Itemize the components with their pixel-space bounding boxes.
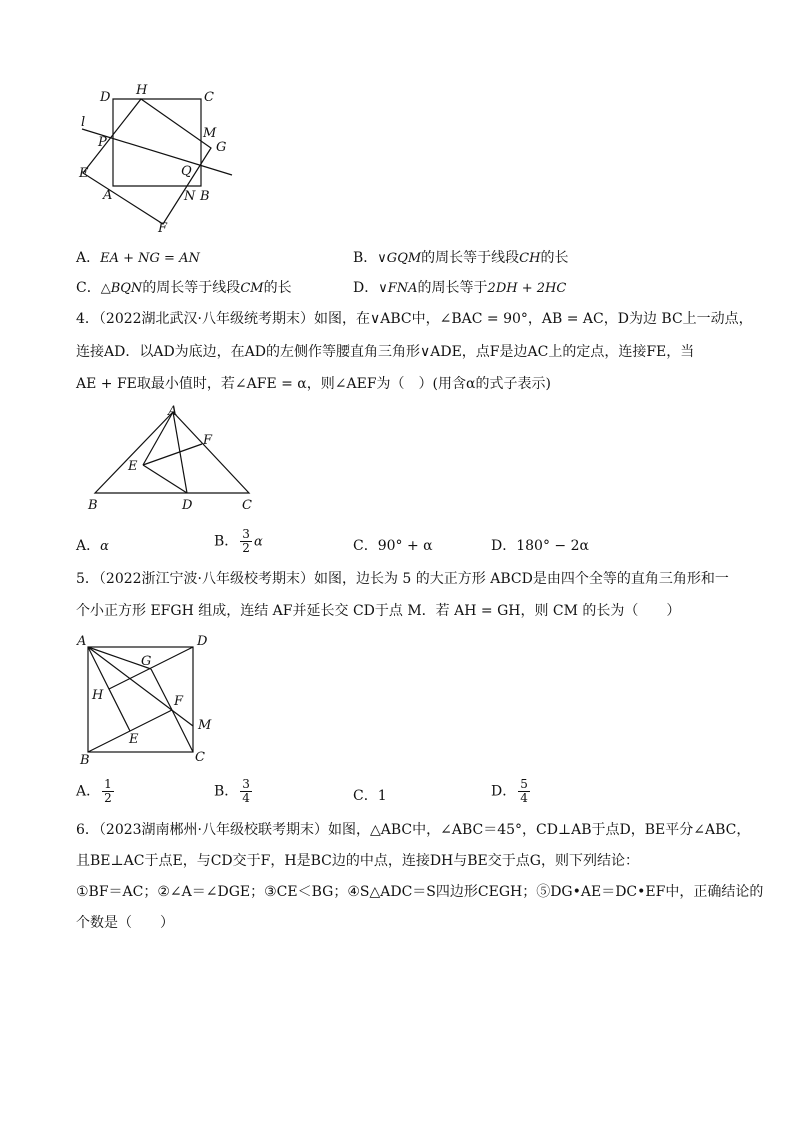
q5-option-d-fraction	[518, 778, 530, 805]
q3-label-G: G	[216, 140, 227, 155]
q5-figure	[76, 630, 216, 770]
q3-label-B: B	[200, 189, 210, 204]
q4-option-b	[214, 528, 263, 555]
q3-option-c-letter: C．	[76, 280, 101, 296]
q4-option-b-letter: B．	[214, 533, 239, 550]
q5-label-H: H	[92, 688, 104, 703]
q5-option-b-den: 4	[242, 791, 250, 805]
q4-figure	[80, 402, 265, 517]
q5-segment-fc	[172, 710, 193, 752]
q3-option-b-tail: 的长	[540, 250, 569, 266]
q6-stem-line4: 个数是（ ）	[76, 915, 174, 931]
q3-option-d-math: ∨FNA	[378, 281, 418, 296]
q5-option-b-num: 3	[242, 777, 250, 791]
q5-option-b	[214, 778, 254, 805]
q5-label-B: B	[80, 753, 90, 768]
q4-label-E: E	[128, 459, 138, 474]
q4-label-D: D	[182, 498, 193, 513]
q5-label-M: M	[198, 718, 212, 733]
q4-label-B: B	[88, 498, 98, 513]
q3-label-C: C	[204, 90, 214, 105]
q3-option-b-text: 的周长等于线段	[421, 250, 520, 266]
q3-option-b-math2: CH	[519, 251, 541, 266]
q4-label-A: A	[168, 404, 178, 419]
q5-label-G: G	[141, 654, 152, 669]
q3-label-D: D	[100, 90, 111, 105]
q4-option-a	[76, 536, 109, 557]
q6-stem-line2: 且BE⊥AC于点E，与CD交于F，H是BC边的中点，连接DH与BE交于点G，则下列结论：	[76, 853, 639, 869]
q5-option-a-letter: A．	[76, 783, 101, 800]
q5-label-F: F	[174, 694, 184, 709]
q4-option-d	[491, 536, 589, 556]
q4-label-C: C	[242, 498, 252, 513]
q5-segment-gf	[151, 669, 172, 710]
q3-option-d	[353, 278, 566, 299]
q6-stem-line1: 6．（2023湖南郴州·八年级校联考期末）如图，△ABC中，∠ABC＝45°，CD⊥AB于点D，BE平分∠ABC，	[76, 822, 751, 838]
q3-option-a	[76, 248, 200, 269]
q3-label-l: l	[81, 115, 86, 130]
q3-option-b	[353, 248, 568, 269]
q5-stem-line1: 5．（2022浙江宁波·八年级校考期末）如图，边长为 5 的大正方形 ABCD是由四个全等的直角三角形和一	[76, 571, 729, 587]
q5-option-a-fraction	[102, 778, 114, 805]
q6-stem-line3: ①BF＝AC；②∠A＝∠DGE；③CE＜BG；④S△ADC＝S四边形CEGH；⑤DG•AE＝DC•EF中，正确结论的	[76, 884, 764, 900]
q5-label-C: C	[195, 750, 205, 765]
q4-label-F: F	[203, 433, 213, 448]
q4-option-c-value: 90° + α	[377, 538, 433, 554]
q3-label-H: H	[136, 83, 148, 98]
q4-option-b-var: α	[253, 534, 263, 550]
q5-option-c-letter: C．	[353, 788, 378, 804]
q5-label-D: D	[197, 634, 208, 649]
q5-option-a-num: 1	[104, 777, 112, 791]
q3-label-A: A	[103, 188, 113, 203]
q5-option-c	[353, 786, 387, 806]
q4-option-a-value: α	[100, 539, 109, 554]
q3-option-b-math: ∨GQM	[377, 251, 422, 266]
q4-stem-line2: 连接AD．以AD为底边，在AD的左侧作等腰直角三角形∨ADE，点F是边AC上的定点，连接FE，当	[76, 344, 695, 360]
q5-option-a-den: 2	[104, 791, 112, 805]
q5-label-A: A	[77, 634, 87, 649]
q3-label-M: M	[203, 126, 217, 141]
q3-option-a-math: EA + NG = AN	[100, 251, 200, 266]
q4-option-c	[353, 536, 433, 556]
q3-figure	[70, 78, 250, 238]
q3-option-c-math2: CM	[240, 281, 264, 296]
q3-option-c-text: 的周长等于线段	[142, 280, 241, 296]
q4-option-b-fraction	[240, 528, 252, 555]
q4-segment-ef	[143, 444, 202, 465]
q4-stem-line3: AE + FE取最小值时，若∠AFE = α，则∠AEF为（ ）(用含α的式子表示)	[76, 376, 551, 392]
q5-option-d-num: 5	[520, 777, 528, 791]
q3-label-Q: Q	[181, 164, 192, 179]
q4-option-d-value: 180° − 2α	[516, 538, 589, 554]
q4-option-c-letter: C．	[353, 538, 378, 554]
q5-option-d	[491, 778, 532, 805]
q3-square-hgfe	[83, 99, 211, 224]
q4-option-b-den: 2	[242, 541, 250, 555]
q5-option-b-letter: B．	[214, 783, 239, 800]
q3-option-c-tail: 的长	[263, 280, 292, 296]
q3-option-b-letter: B．	[353, 250, 378, 266]
q5-option-b-fraction	[240, 778, 252, 805]
q3-label-P: P	[98, 135, 107, 150]
q3-label-E: E	[79, 166, 89, 181]
q5-option-c-value: 1	[377, 788, 387, 804]
q3-option-d-text: 的周长等于	[417, 280, 488, 296]
q3-option-d-letter: D．	[353, 280, 379, 296]
q4-triangle-abc	[95, 412, 249, 493]
q5-option-d-den: 4	[520, 791, 528, 805]
q3-option-c	[76, 278, 292, 299]
q5-option-a	[76, 778, 116, 805]
q5-stem-line2: 个小正方形 EFGH 组成，连结 AF并延长交 CD于点 M．若 AH = GH，则 CM 的长为（ ）	[76, 603, 681, 619]
q5-label-E: E	[129, 732, 139, 747]
q4-option-d-letter: D．	[491, 538, 517, 554]
q3-label-N: N	[184, 189, 196, 204]
q3-option-a-letter: A．	[76, 250, 101, 266]
q4-stem-line1: 4．（2022湖北武汉·八年级统考期末）如图，在∨ABC中，∠BAC = 90°，AB = AC，D为边 BC上一动点，	[76, 311, 753, 327]
q4-option-a-letter: A．	[76, 538, 101, 554]
q3-option-d-math2: 2DH + 2HC	[487, 281, 567, 296]
q3-option-c-math: △BQN	[100, 281, 143, 296]
q4-option-b-num: 3	[242, 527, 250, 541]
q5-option-d-letter: D．	[491, 783, 517, 800]
q4-segment-ed	[143, 465, 187, 493]
q3-label-F: F	[158, 221, 168, 236]
